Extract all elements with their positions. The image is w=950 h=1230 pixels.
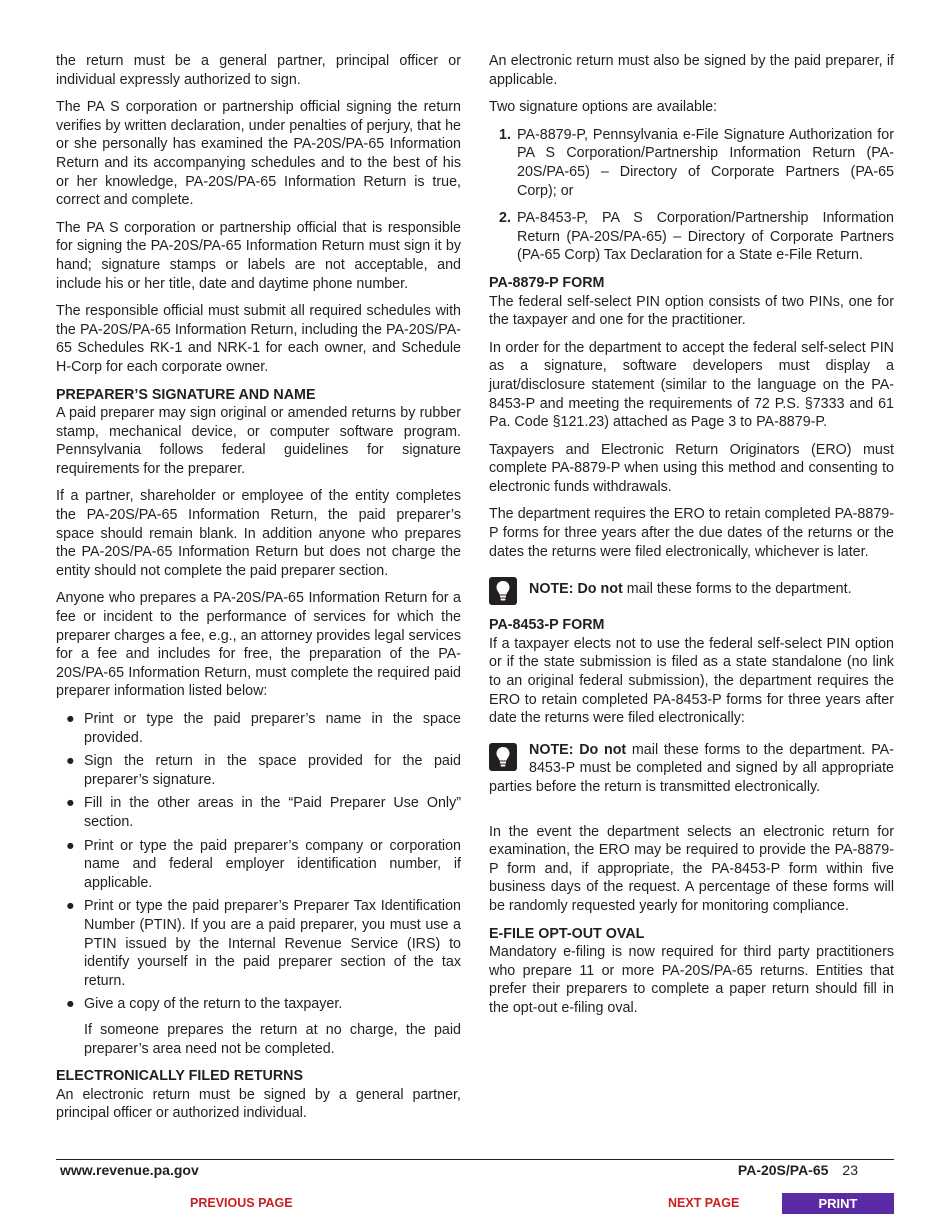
paragraph: Anyone who prepares a PA-20S/PA-65 Information Return for a fee or incident to the performance of services for which the preparer charges a fee, e.g., an attorney provides legal services for a fee and includes for free, the preparation of the PA-20S/PA-65 Information Return, must complete the required paid preparer information listed below: bbox=[56, 590, 461, 700]
section-heading-8453: PA-8453-P FORM bbox=[489, 617, 605, 634]
section-heading-efiled: ELECTRONICALLY FILED RETURNS bbox=[56, 1068, 304, 1085]
paragraph: Taxpayers and Electronic Return Originators (ERO) must complete PA-8879-P when using this method and consenting to electronic funds withdrawals. bbox=[489, 441, 894, 495]
left-column bbox=[56, 52, 461, 1132]
list-item: 2. PA-8453-P, PA S Corporation/Partnership Information Return (PA-20S/PA-65) – Directory of Corporate Partners (PA-65 Corp) Tax Declaration for a State e-File Return. bbox=[499, 210, 894, 264]
paragraph: If someone prepares the return at no charge, the paid preparer’s area need not be completed. bbox=[84, 1021, 461, 1057]
list-item: ● Give a copy of the return to the taxpayer. bbox=[66, 996, 343, 1013]
list-item: ● Print or type the paid preparer’s Preparer Tax Identification Number (PTIN). If you are a paid preparer, you must use a PTIN issued by the Internal Revenue Service (IRS) to identify yourself in the paid preparer section of the tax return. bbox=[66, 898, 461, 989]
paragraph: In order for the department to accept the federal self-select PIN as a signature, software developers must display a jurat/disclosure statement (similar to the language on the PA-8453-P and meeting the requirements of 72 P.S. §7333 and 61 Pa. Code §121.23) attached as Page 3 to PA-8879-P. bbox=[489, 339, 894, 431]
bullet-icon: ● bbox=[66, 753, 75, 770]
paragraph: The responsible official must submit all required schedules with the PA-20S/PA-65 Information Return, including the PA-20S/PA-65 Schedules RK-1 and NRK-1 for each owner, and Schedule H-Corp for each corporate owner. bbox=[56, 303, 461, 375]
signature-options-list bbox=[489, 126, 894, 265]
next-page-link[interactable]: NEXT PAGE bbox=[668, 1196, 740, 1210]
section-heading-preparer: PREPARER’S SIGNATURE AND NAME bbox=[56, 386, 316, 403]
note-box bbox=[489, 741, 894, 797]
preparer-requirements-list bbox=[56, 710, 461, 1014]
lightbulb-icon bbox=[489, 577, 517, 605]
bullet-icon: ● bbox=[66, 795, 75, 812]
page-number: 23 bbox=[842, 1162, 858, 1178]
bullet-icon: ● bbox=[66, 711, 75, 727]
paragraph: A paid preparer may sign original or amended returns by rubber stamp, mechanical device, or computer software program. Pennsylvania follows federal guidelines for signature requirements for the preparer. bbox=[56, 405, 461, 477]
list-item: ● Print or type the paid preparer’s name in the space provided. bbox=[66, 711, 461, 746]
list-item: ● Print or type the paid preparer’s company or corporation name and federal employer identification number, if applicable. bbox=[66, 837, 461, 891]
form-name: PA-20S/PA-65 bbox=[737, 1162, 829, 1178]
previous-page-link[interactable]: PREVIOUS PAGE bbox=[190, 1196, 293, 1210]
section-heading-optout: E-FILE OPT-OUT OVAL bbox=[489, 925, 645, 942]
paragraph: An electronic return must also be signed by the paid preparer, if applicable. bbox=[489, 53, 894, 88]
paragraph: In the event the department selects an electronic return for examination, the ERO may be required to provide the PA-8879-P form and, if appropriate, the PA-8453-P form within five business days of the request. A percentage of these forms will be randomly requested yearly for monitoring compliance. bbox=[489, 823, 894, 914]
bullet-icon: ● bbox=[66, 898, 75, 915]
lightbulb-icon bbox=[489, 743, 517, 771]
footer-divider bbox=[56, 1159, 894, 1160]
note-text: NOTE: Do not mail these forms to the department. PA-8453-P must be completed and signed by all appropriate parties before the return is transmitted electronically. bbox=[489, 741, 894, 795]
paragraph: The department requires the ERO to retain completed PA-8879-P forms for three years after the due dates of the returns or the dates the returns were filed electronically, whichever is later. bbox=[489, 506, 894, 560]
paragraph: The federal self-select PIN option consists of two PINs, one for the taxpayer and one for the practitioner. bbox=[489, 293, 894, 329]
list-item: 1. PA-8879-P, Pennsylvania e-File Signature Authorization for PA S Corporation/Partnership Information Return (PA-20S/PA-65) – Directory of Corporate Partners (PA-65 Corp); or bbox=[499, 126, 894, 199]
list-item: ● Sign the return in the space provided for the paid preparer’s signature. bbox=[66, 753, 461, 788]
note-text: NOTE: Do not mail these forms to the department. bbox=[529, 581, 852, 598]
paragraph: Mandatory e-filing is now required for third party practitioners who prepare 11 or more PA-20S/PA-65 returns. Entities that prefer their preparers to complete a paper return should fill in the opt-out e-filing oval. bbox=[489, 944, 894, 1016]
paragraph: If a partner, shareholder or employee of the entity completes the PA-20S/PA-65 Information Return, the paid preparer’s space should remain blank. In addition anyone who prepares the PA-20S/PA-65 Information Return but does not charge the entity should not complete the paid preparer section. bbox=[56, 488, 461, 579]
paragraph: If a taxpayer elects not to use the federal self-select PIN option or if the state submission is filed as a state standalone (no link to an original federal submission), the department requires the ERO to retain completed PA-8453-P forms for three years after date the returns were filed electronically: bbox=[489, 635, 894, 727]
bullet-icon: ● bbox=[66, 996, 75, 1013]
bullet-icon: ● bbox=[66, 837, 75, 854]
section-heading-8879: PA-8879-P FORM bbox=[489, 274, 605, 291]
paragraph: Two signature options are available: bbox=[489, 99, 718, 116]
note-box bbox=[489, 575, 894, 607]
print-button[interactable]: PRINT bbox=[782, 1193, 894, 1214]
right-column bbox=[489, 52, 894, 1027]
paragraph: An electronic return must be signed by a general partner, principal officer or authorized individual. bbox=[56, 1086, 461, 1122]
paragraph: The PA S corporation or partnership official that is responsible for signing the PA-20S/PA-65 Information Return must sign it by hand; signature stamps or labels are not acceptable, and include his or her title, date and daytime phone number. bbox=[56, 219, 461, 292]
list-item: ● Fill in the other areas in the “Paid Preparer Use Only” section. bbox=[66, 795, 461, 830]
footer-website: www.revenue.pa.gov bbox=[60, 1162, 199, 1178]
paragraph: the return must be a general partner, principal officer or individual expressly authorized to sign. bbox=[56, 53, 461, 88]
footer-page-info bbox=[738, 1162, 858, 1178]
paragraph: The PA S corporation or partnership official signing the return verifies by written declaration, under penalties of perjury, that he or she personally has examined the PA-20S/PA-65 Information Return and its accompanying schedules and to the best of his or her knowledge, PA-20S/PA-65 Information Return is true, correct and complete. bbox=[56, 99, 461, 209]
